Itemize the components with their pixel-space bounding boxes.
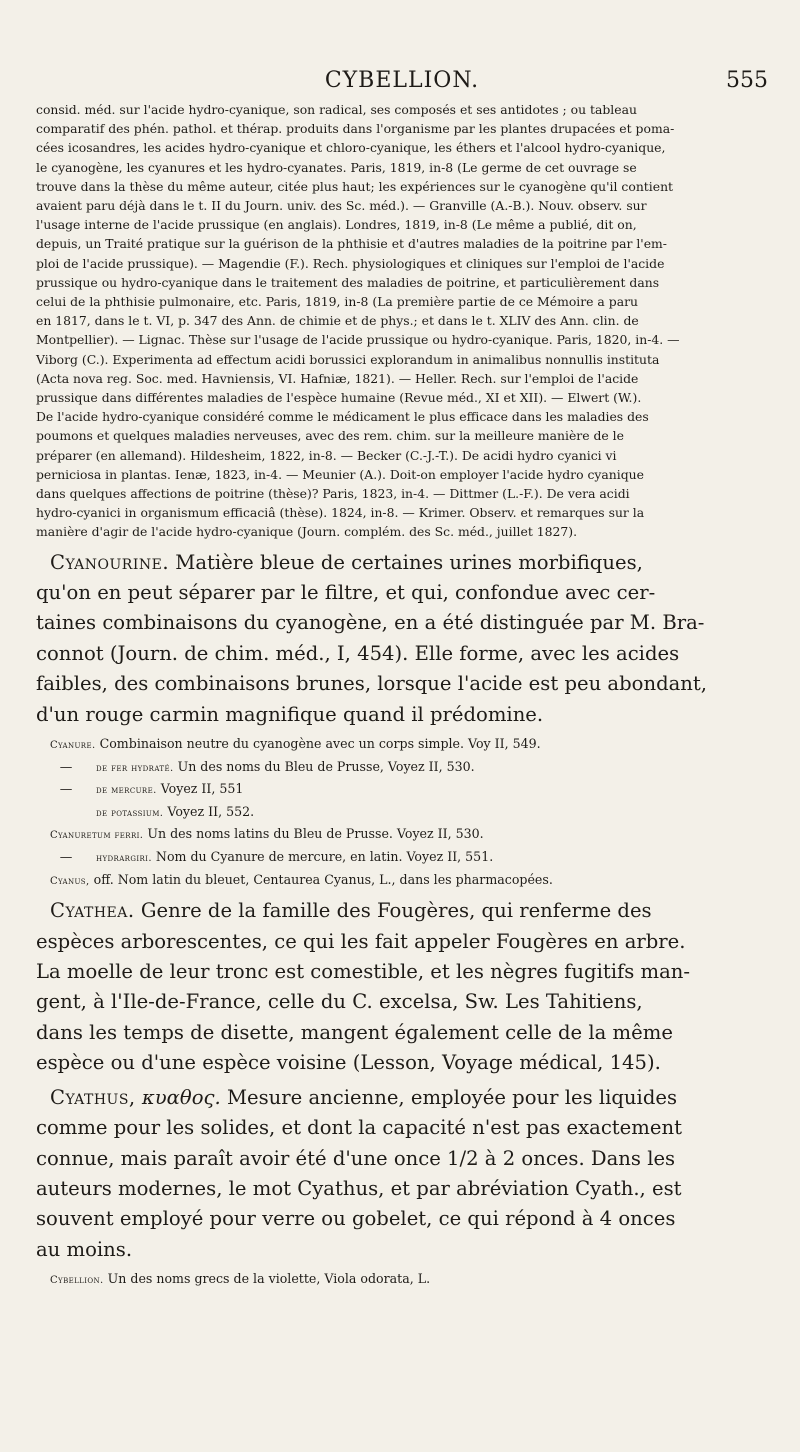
entry-line: espèces arborescentes, ce qui les fait appeler Fougères en arbre.: [36, 929, 686, 953]
bibliography-line: cées icosandres, les acides hydro-cyanique et chloro-cyanique, les éthers et l'alcool hydro-cyanique,: [36, 140, 666, 156]
entry-line: Cyathus, κυαθος. Mesure ancienne, employée pour les liquides: [50, 1085, 678, 1109]
entry-line: Cyathea. Genre de la famille des Fougères, qui renferme des: [50, 899, 652, 923]
sub-entry: — de mercure. Voyez II, 551: [59, 781, 244, 797]
entry-line: au moins.: [36, 1237, 133, 1261]
sub-entry: — de fer hydraté. Un des noms du Bleu de Prusse, Voyez II, 530.: [59, 758, 475, 774]
headword: Cyanure.: [50, 740, 96, 752]
entry-line: espèce ou d'une espèce voisine (Lesson, Voyage médical, 145).: [36, 1051, 661, 1075]
bibliography-line: prussique ou hydro-cyanique dans le traitement des maladies de poitrine, et particulièrement dans: [36, 274, 660, 290]
headword: Cyanourine.: [50, 550, 170, 574]
bibliography-line: dans quelques affections de poitrine (thèse)? Paris, 1823, in-4. — Dittmer (L.-F.). De vera acidi: [36, 486, 630, 502]
bibliography-line: perniciosa in plantas. Ienæ, 1823, in-4. — Meunier (A.). Doit-on employer l'acide hydro cyanique: [36, 466, 644, 482]
entry-line: gent, à l'Ile-de-France, celle du C. excelsa, Sw. Les Tahitiens,: [36, 990, 643, 1014]
bibliography-line: préparer (en allemand). Hildesheim, 1822, in-8. — Becker (C.-J.-T.). De acidi hydro cyanici vi: [36, 447, 617, 463]
bibliography-line: en 1817, dans le t. VI, p. 347 des Ann. de chimie et de phys.; et dans le t. XLIV des Ann. clin. de: [36, 313, 639, 329]
bibliography-line: consid. méd. sur l'acide hydro-cyanique, son radical, ses composés et ses antidotes ; ou tableau: [36, 102, 637, 117]
entry-line: comme pour les solides, et dont la capacité n'est pas exactement: [36, 1116, 682, 1140]
bibliography-line: (Acta nova reg. Soc. med. Havniensis, VI. Hafniæ, 1821). — Heller. Rech. sur l'emploi de l'acide: [36, 370, 639, 386]
running-head: [36, 62, 768, 100]
headword: Cyathea.: [50, 899, 135, 923]
bibliography-line: hydro-cyanici in organismum efficaciâ (thèse). 1824, in-8. — Krimer. Observ. et remarques sur la: [36, 505, 645, 521]
entry-cyanure: [36, 734, 768, 824]
entry-line: La moelle de leur tronc est comestible, et les nègres fugitifs man-: [36, 960, 691, 984]
entry-line: Cyanuretum ferri. Un des noms latins du Bleu de Prusse. Voyez II, 530.: [50, 826, 484, 842]
bibliography-line: manière d'agir de l'acide hydro-cyanique (Journ. complém. des Sc. méd., juillet 1827).: [36, 524, 578, 540]
entry-cybellion: [36, 1269, 768, 1292]
page: [36, 62, 768, 1292]
entry-line: connue, mais paraît avoir été d'une once 1/2 à 2 onces. Dans les: [36, 1146, 676, 1170]
entry-line: d'un rouge carmin magnifique quand il prédomine.: [36, 702, 544, 726]
entry-line: qu'on en peut séparer par le filtre, et qui, confondue avec cer-: [36, 581, 656, 605]
headword: Cyanus,: [50, 875, 90, 887]
bibliography-line: poumons et quelques maladies nerveuses, avec des rem. chim. sur la meilleure manière de le: [36, 428, 624, 444]
bibliography-line: l'usage interne de l'acide prussique (en anglais). Londres, 1819, in-8 (Le même a publié, dit on,: [36, 217, 637, 233]
entry-line: dans les temps de disette, mangent également celle de la même: [36, 1020, 673, 1044]
page-number: 555: [726, 68, 768, 93]
bibliography-line: trouve dans la thèse du même auteur, citée plus haut; les expériences sur le cyanogène qu'il contient: [36, 178, 674, 194]
entry-line: Cyanus, off. Nom latin du bleuet, Centaurea Cyanus, L., dans les pharmacopées.: [50, 871, 553, 887]
entry-line: Cybellion. Un des noms grecs de la violette, Viola odorata, L.: [50, 1271, 431, 1287]
entry-line: auteurs modernes, le mot Cyathus, et par abréviation Cyath., est: [36, 1176, 682, 1200]
entry-cyanourine: [36, 548, 768, 730]
headword: Cyathus,: [50, 1085, 136, 1109]
sub-entry: — hydrargiri. Nom du Cyanure de mercure, en latin. Voyez II, 551.: [59, 849, 494, 865]
bibliography-line: le cyanogène, les cyanures et les hydro-cyanates. Paris, 1819, in-8 (Le germe de cet ouvrage se: [36, 159, 637, 175]
entry-line: souvent employé pour verre ou gobelet, ce qui répond à 4 onces: [36, 1207, 676, 1231]
bibliography-block: [36, 100, 768, 542]
sub-entry: de potassium. Voyez II, 552.: [96, 803, 255, 819]
entry-cyanuretum: [36, 824, 768, 869]
entry-line: Cyanure. Combinaison neutre du cyanogène avec un corps simple. Voy II, 549.: [50, 736, 541, 752]
headword: Cyanuretum ferri.: [50, 830, 144, 842]
bibliography-line: ploi de l'acide prussique). — Magendie (F.). Rech. physiologiques et cliniques sur l'emploi de l'acide: [36, 255, 665, 271]
entry-cyathea: [36, 896, 768, 1078]
bibliography-line: Montpellier). — Lignac. Thèse sur l'usage de l'acide prussique ou hydro-cyanique. Paris, 1820, in-4. —: [36, 332, 680, 348]
bibliography-line: De l'acide hydro-cyanique considéré comme le médicament le plus efficace dans les maladies des: [36, 409, 649, 425]
headword: Cybellion.: [50, 1275, 104, 1287]
greek-term: κυαθος.: [141, 1085, 221, 1109]
bibliography-line: Viborg (C.). Experimenta ad effectum acidi borussici explorandum in animalibus nonnullis instituta: [36, 351, 660, 367]
entry-cyanus: [36, 870, 768, 893]
entry-line: connot (Journ. de chim. méd., I, 454). Elle forme, avec les acides: [36, 641, 680, 665]
bibliography-line: avaient paru déjà dans le t. II du Journ. univ. des Sc. méd.). — Granville (A.-B.). Nouv. observ. sur: [36, 198, 647, 214]
bibliography-line: comparatif des phén. pathol. et thérap. produits dans l'organisme par les plantes drupacées et poma-: [36, 121, 675, 137]
bibliography-line: celui de la phthisie pulmonaire, etc. Paris, 1819, in-8 (La première partie de ce Mémoire a paru: [36, 294, 638, 310]
bibliography-line: depuis, un Traité pratique sur la guérison de la phthisie et d'autres maladies de la poitrine par l'em-: [36, 236, 667, 252]
entry-cyathus: [36, 1083, 768, 1265]
bibliography-line: prussique dans différentes maladies de l'espèce humaine (Revue méd., XI et XII). — Elwert (W.).: [36, 390, 642, 406]
running-title: CYBELLION.: [324, 68, 480, 93]
entry-line: taines combinaisons du cyanogène, en a été distinguée par M. Bra-: [36, 611, 705, 635]
entry-line: Cyanourine. Matière bleue de certaines urines morbifiques,: [50, 550, 643, 574]
entry-line: faibles, des combinaisons brunes, lorsque l'acide est peu abondant,: [36, 672, 708, 696]
